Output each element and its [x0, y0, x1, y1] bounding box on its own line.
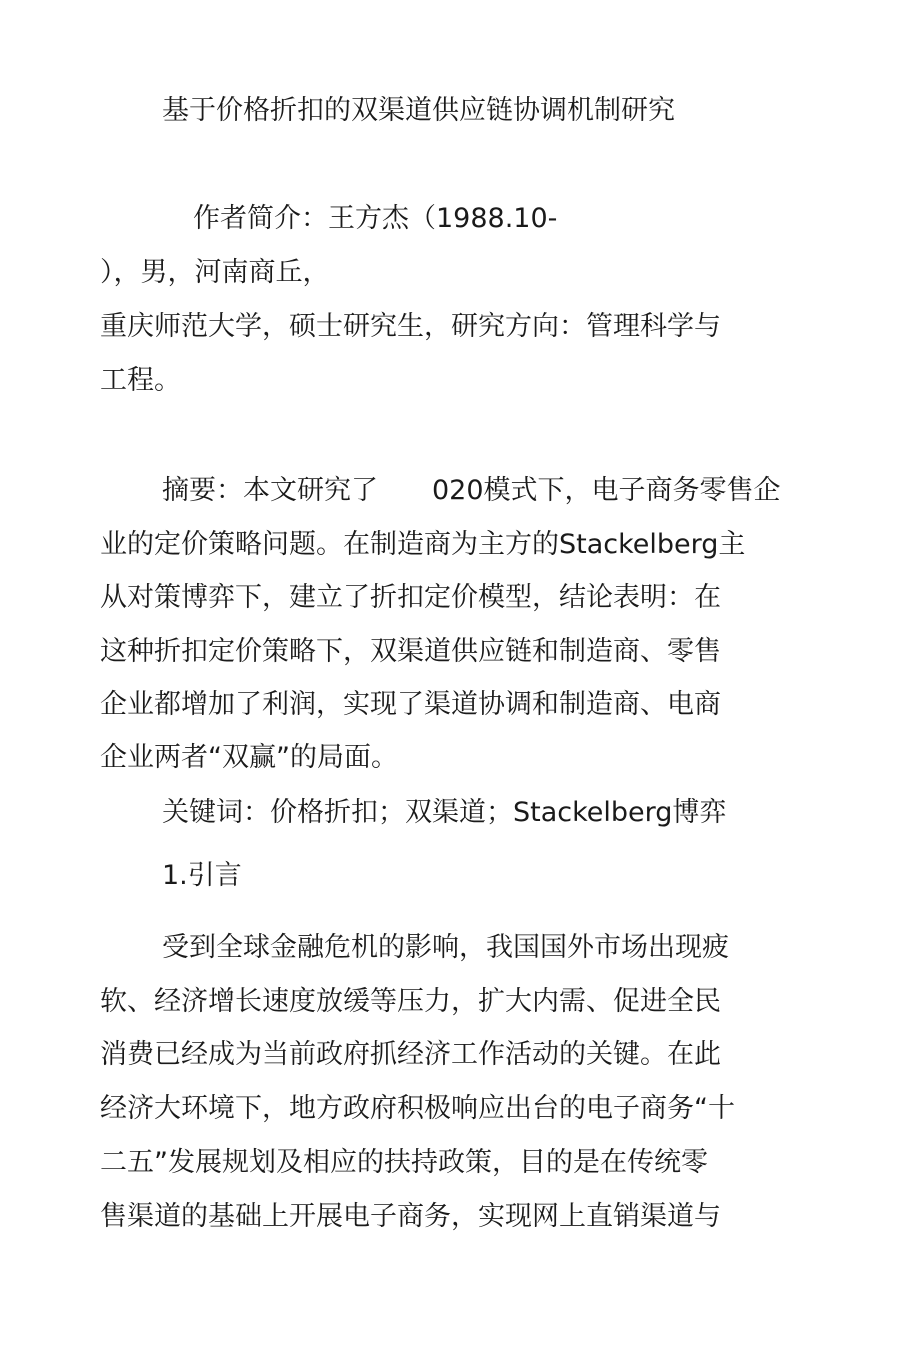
keywords-line: 关键词：价格折扣；双渠道；Stackelberg博弈: [162, 797, 727, 828]
abstract-line: 从对策博弈下，建立了折扣定价模型，结论表明：在: [100, 582, 721, 613]
abstract-line: 业的定价策略问题。在制造商为主方的Stackelberg主: [100, 529, 746, 560]
abstract-line: 摘要：本文研究了 020模式下，电子商务零售企: [162, 475, 781, 506]
abstract-line: 企业两者“双赢”的局面。: [100, 742, 398, 773]
abstract-line: 这种折扣定价策略下，双渠道供应链和制造商、零售: [100, 636, 721, 667]
section-heading: 1.引言: [162, 860, 242, 891]
intro-line: 二五”发展规划及相应的扶持政策，目的是在传统零: [100, 1147, 708, 1178]
intro-line: 受到全球金融危机的影响，我国国外市场出现疲: [162, 932, 729, 963]
author-line: 重庆师范大学，硕士研究生，研究方向：管理科学与: [100, 311, 721, 342]
document-title: 基于价格折扣的双渠道供应链协调机制研究: [162, 95, 675, 126]
intro-line: 经济大环境下，地方政府积极响应出台的电子商务“十: [100, 1093, 735, 1124]
intro-line: 软、经济增长速度放缓等压力，扩大内需、促进全民: [100, 986, 721, 1017]
abstract-line: 企业都增加了利润，实现了渠道协调和制造商、电商: [100, 689, 721, 720]
intro-line: 消费已经成为当前政府抓经济工作活动的关键。在此: [100, 1039, 721, 1070]
author-line: 作者简介：王方杰（1988.10-: [193, 203, 558, 234]
author-line: ），男，河南商丘，: [100, 257, 330, 288]
intro-line: 售渠道的基础上开展电子商务，实现网上直销渠道与: [100, 1201, 721, 1232]
author-line: 工程。: [100, 365, 181, 396]
